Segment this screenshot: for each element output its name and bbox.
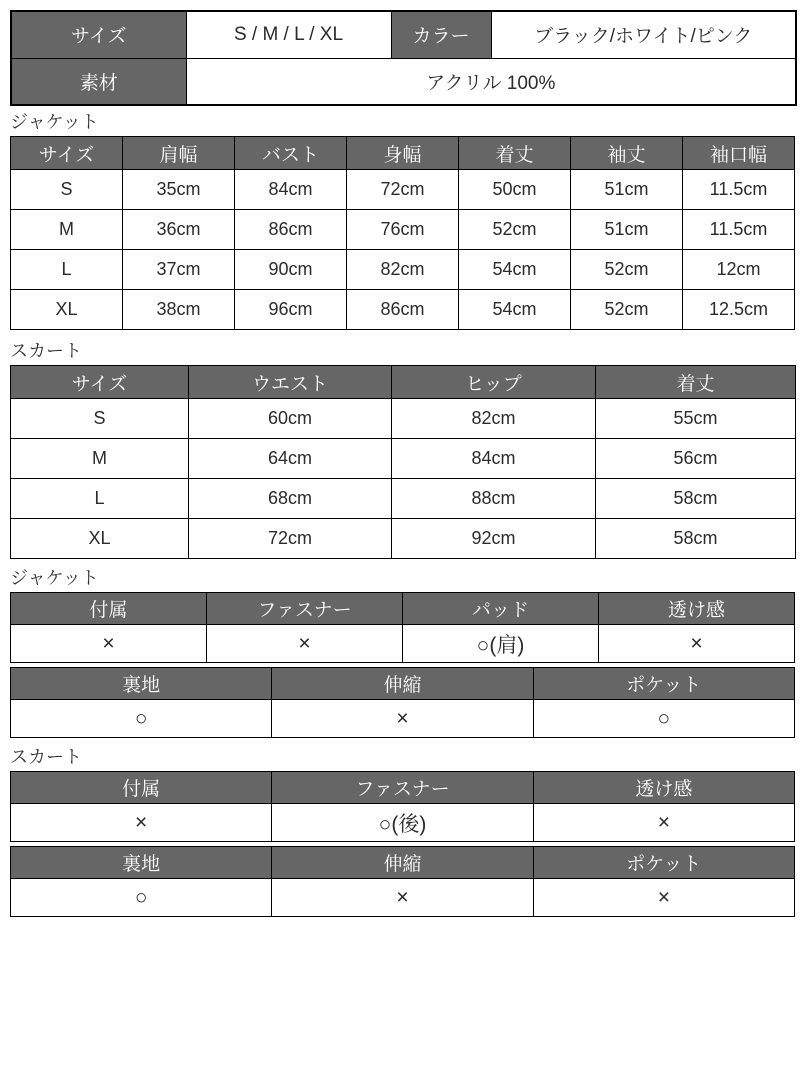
skirt-details-table2-cell-0-2: × — [533, 879, 794, 917]
skirt-details-table1-header-2: 透け感 — [533, 772, 794, 804]
skirt-details-table2-row-0 — [11, 879, 795, 917]
jacket-measurements-header-3: 身幅 — [347, 137, 459, 170]
skirt-details-table2-cell-0-0: ○ — [11, 879, 272, 917]
skirt-measurements-header-1: ウエスト — [189, 366, 392, 399]
jacket-measurements-header-0: サイズ — [11, 137, 123, 170]
skirt-details-table1-cell-0-2: × — [533, 804, 794, 842]
jacket-details-table2-cell-0-1: × — [272, 700, 533, 738]
jacket-details-table1-header-row — [11, 593, 795, 625]
jacket-measurements-cell-0-0: S — [11, 170, 123, 210]
skirt-measurements-cell-0-3: 55cm — [596, 399, 796, 439]
skirt-details-table1-row-0 — [11, 804, 795, 842]
jacket-measurements-cell-1-1: 36cm — [123, 210, 235, 250]
jacket-details-table2-header-1: 伸縮 — [272, 668, 533, 700]
jacket-measurements-cell-1-0: M — [11, 210, 123, 250]
skirt-measurements-cell-2-1: 68cm — [189, 479, 392, 519]
jacket-measurements-cell-2-6: 12cm — [683, 250, 795, 290]
jacket-measurements-cell-1-2: 86cm — [235, 210, 347, 250]
jacket-details-table1-header-2: パッド — [403, 593, 599, 625]
jacket-details-table1-cell-0-1: × — [207, 625, 403, 663]
jacket-details-table2-row-0 — [11, 700, 795, 738]
jacket-details-table-2 — [10, 667, 795, 738]
jacket-details-table1-header-1: ファスナー — [207, 593, 403, 625]
skirt-details-table2-header-0: 裏地 — [11, 847, 272, 879]
jacket-measurements-header-4: 着丈 — [459, 137, 571, 170]
jacket-details-table1-header-3: 透け感 — [599, 593, 795, 625]
jacket-measurements-cell-2-1: 37cm — [123, 250, 235, 290]
skirt-details-table2-cell-0-1: × — [272, 879, 533, 917]
jacket-details-table1-header-0: 付属 — [11, 593, 207, 625]
jacket-measurements-header-row — [11, 137, 795, 170]
color-label: カラー — [391, 11, 491, 58]
skirt-measurements-header-row — [11, 366, 796, 399]
skirt-measurements-header-0: サイズ — [11, 366, 189, 399]
jacket-measurements-cell-0-5: 51cm — [571, 170, 683, 210]
jacket-measurements-header-1: 肩幅 — [123, 137, 235, 170]
jacket-measurements-cell-0-1: 35cm — [123, 170, 235, 210]
jacket-details-table2-header-2: ポケット — [533, 668, 794, 700]
jacket-measurements-cell-3-1: 38cm — [123, 290, 235, 330]
jacket-measurements-cell-3-5: 52cm — [571, 290, 683, 330]
jacket-measurements-cell-3-4: 54cm — [459, 290, 571, 330]
material-value: アクリル 100% — [186, 58, 796, 105]
jacket-measurements-cell-0-4: 50cm — [459, 170, 571, 210]
skirt-details-table-2 — [10, 846, 795, 917]
jacket-measurements-cell-3-2: 96cm — [235, 290, 347, 330]
skirt-measurements-cell-1-3: 56cm — [596, 439, 796, 479]
jacket-details-table1-cell-0-0: × — [11, 625, 207, 663]
jacket-measurements-table — [10, 136, 795, 330]
skirt-measurements-cell-3-3: 58cm — [596, 519, 796, 559]
skirt-measurements-header-2: ヒップ — [392, 366, 596, 399]
skirt-measurements-cell-0-2: 82cm — [392, 399, 596, 439]
jacket-details-table2-header-row — [11, 668, 795, 700]
skirt-measurements-header-3: 着丈 — [596, 366, 796, 399]
jacket-measurements-cell-3-6: 12.5cm — [683, 290, 795, 330]
spec-content — [10, 10, 795, 917]
jacket-measurements-row-3 — [11, 290, 795, 330]
jacket-measurements-row-2 — [11, 250, 795, 290]
skirt-measurements-cell-3-2: 92cm — [392, 519, 596, 559]
jacket-details-table1-cell-0-3: × — [599, 625, 795, 663]
jacket-measurements-cell-3-3: 86cm — [347, 290, 459, 330]
skirt-measurements-cell-2-0: L — [11, 479, 189, 519]
skirt-details-table1-header-row — [11, 772, 795, 804]
jacket-measurements-header-2: バスト — [235, 137, 347, 170]
skirt-measurements-cell-1-1: 64cm — [189, 439, 392, 479]
jacket-measurements-cell-1-4: 52cm — [459, 210, 571, 250]
skirt-details-table1-cell-0-1: ○(後) — [272, 804, 533, 842]
jacket-measurements-row-0 — [11, 170, 795, 210]
section-label-jacket-details: ジャケット — [10, 568, 99, 588]
jacket-measurements-cell-1-6: 11.5cm — [683, 210, 795, 250]
jacket-measurements-cell-0-2: 84cm — [235, 170, 347, 210]
skirt-details-table1-header-0: 付属 — [11, 772, 272, 804]
skirt-measurements-row-2 — [11, 479, 796, 519]
skirt-details-table2-header-1: 伸縮 — [272, 847, 533, 879]
jacket-measurements-cell-2-5: 52cm — [571, 250, 683, 290]
skirt-measurements-cell-0-0: S — [11, 399, 189, 439]
jacket-measurements-cell-2-0: L — [11, 250, 123, 290]
size-value: S / M / L / XL — [186, 11, 391, 58]
jacket-measurements-cell-1-3: 76cm — [347, 210, 459, 250]
jacket-details-table1-cell-0-2: ○(肩) — [403, 625, 599, 663]
jacket-measurements-header-6: 袖口幅 — [683, 137, 795, 170]
skirt-measurements-cell-1-0: M — [11, 439, 189, 479]
skirt-details-table1-cell-0-0: × — [11, 804, 272, 842]
jacket-details-table2-cell-0-2: ○ — [533, 700, 794, 738]
jacket-details-table2-header-0: 裏地 — [11, 668, 272, 700]
jacket-details-table-1 — [10, 592, 795, 663]
jacket-measurements-cell-0-6: 11.5cm — [683, 170, 795, 210]
skirt-measurements-row-3 — [11, 519, 796, 559]
jacket-measurements-cell-0-3: 72cm — [347, 170, 459, 210]
section-label-jacket-measurements: ジャケット — [10, 112, 99, 132]
skirt-measurements-cell-2-3: 58cm — [596, 479, 796, 519]
skirt-details-table2-header-row — [11, 847, 795, 879]
skirt-measurements-cell-3-1: 72cm — [189, 519, 392, 559]
skirt-measurements-cell-2-2: 88cm — [392, 479, 596, 519]
skirt-details-table-1 — [10, 771, 795, 842]
skirt-measurements-row-1 — [11, 439, 796, 479]
jacket-measurements-header-5: 袖丈 — [571, 137, 683, 170]
jacket-measurements-row-1 — [11, 210, 795, 250]
jacket-measurements-cell-1-5: 51cm — [571, 210, 683, 250]
material-label: 素材 — [11, 58, 186, 105]
jacket-measurements-cell-2-4: 54cm — [459, 250, 571, 290]
skirt-details-table1-header-1: ファスナー — [272, 772, 533, 804]
skirt-measurements-cell-1-2: 84cm — [392, 439, 596, 479]
jacket-measurements-cell-2-3: 82cm — [347, 250, 459, 290]
jacket-details-table2-cell-0-0: ○ — [11, 700, 272, 738]
section-label-skirt-details: スカート — [10, 747, 82, 767]
skirt-measurements-row-0 — [11, 399, 796, 439]
skirt-details-table2-header-2: ポケット — [533, 847, 794, 879]
jacket-measurements-cell-2-2: 90cm — [235, 250, 347, 290]
skirt-measurements-cell-0-1: 60cm — [189, 399, 392, 439]
section-label-skirt-measurements: スカート — [10, 341, 82, 361]
size-color-row — [11, 11, 796, 58]
skirt-measurements-cell-3-0: XL — [11, 519, 189, 559]
skirt-measurements-table — [10, 365, 796, 559]
color-value: ブラック/ホワイト/ピンク — [491, 11, 796, 58]
product-summary-table — [10, 10, 797, 106]
jacket-measurements-cell-3-0: XL — [11, 290, 123, 330]
size-label: サイズ — [11, 11, 186, 58]
material-row — [11, 58, 796, 105]
jacket-details-table1-row-0 — [11, 625, 795, 663]
